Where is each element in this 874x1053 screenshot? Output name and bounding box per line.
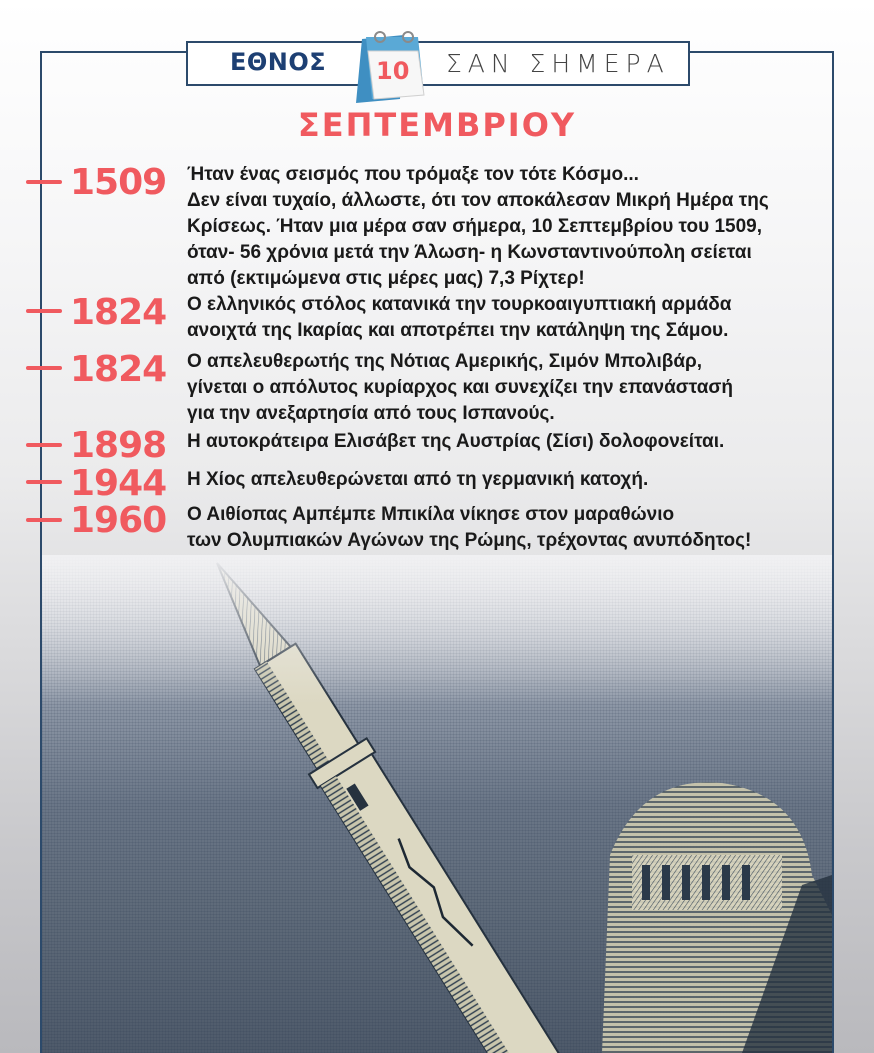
- event-text: Ο Αιθίοπας Αμπέμπε Μπικίλα νίκησε στον μαραθώνιο των Ολυμπιακών Αγώνων της Ρώμης, τρέχοντας ανυπόδητος!: [187, 504, 752, 551]
- event-year: 1824: [70, 349, 167, 390]
- header-banner: [186, 41, 690, 86]
- illustration-minaret-earthquake: [42, 555, 832, 1053]
- frame-border-top-left: [40, 51, 188, 53]
- event-text: Η αυτοκράτειρα Ελισάβετ της Αυστρίας (Σίσι) δολοφονείται.: [187, 431, 725, 452]
- timeline-tick: [26, 480, 62, 484]
- calendar-icon: [354, 29, 426, 105]
- event-year: 1509: [70, 162, 167, 203]
- frame-border-top-right: [686, 51, 834, 53]
- event-text: Ο ελληνικός στόλος κατανικά την τουρκοαιγυπτιακή αρμάδα ανοιχτά της Ικαρίας και αποτρέπει την κατάληψη της Σάμου.: [187, 294, 732, 341]
- timeline-tick: [26, 518, 62, 522]
- event-text: Ήταν ένας σεισμός που τρόμαξε τον τότε Κόσμο... Δεν είναι τυχαίο, άλλωστε, ότι τον αποκάλεσαν Μικρή Ημέρα της Κρίσεως. Ήταν μια μέρα σαν σήμερα, 10 Σεπτεμβρίου του 1509, όταν- 56 χρόνια μετά την Άλωση- η Κωνσταντινούπολη σείεται από (εκτιμώμενα στις μέρες μας) 7,3 Ρίχτερ!: [187, 164, 769, 289]
- event-year: 1944: [70, 463, 167, 504]
- event-text: Ο απελευθερωτής της Νότιας Αμερικής, Σιμόν Μπολιβάρ, γίνεται ο απόλυτος κυρίαρχος και συνεχίζει την επανάστασή για την ανεξαρτησία από τους Ισπανούς.: [187, 351, 734, 424]
- brand-logo: ΕΘΝΟΣ: [230, 48, 327, 76]
- event-year: 1898: [70, 425, 167, 466]
- illustration-fade-overlay: [42, 555, 832, 1053]
- month-title: ΣΕΠΤΕΜΒΡΙΟΥ: [297, 106, 577, 144]
- frame-border-left: [40, 51, 42, 1053]
- header-subtitle: ΣΑΝ ΣΗΜΕΡΑ: [446, 49, 670, 78]
- timeline-tick: [26, 366, 62, 370]
- timeline-tick: [26, 309, 62, 313]
- timeline-tick: [26, 443, 62, 447]
- timeline-tick: [26, 180, 62, 184]
- frame-border-right: [832, 51, 834, 1053]
- event-text: Η Χίος απελευθερώνεται από τη γερμανική κατοχή.: [187, 469, 649, 490]
- calendar-day: 10: [376, 57, 410, 85]
- event-year: 1824: [70, 292, 167, 333]
- event-year: 1960: [70, 500, 167, 541]
